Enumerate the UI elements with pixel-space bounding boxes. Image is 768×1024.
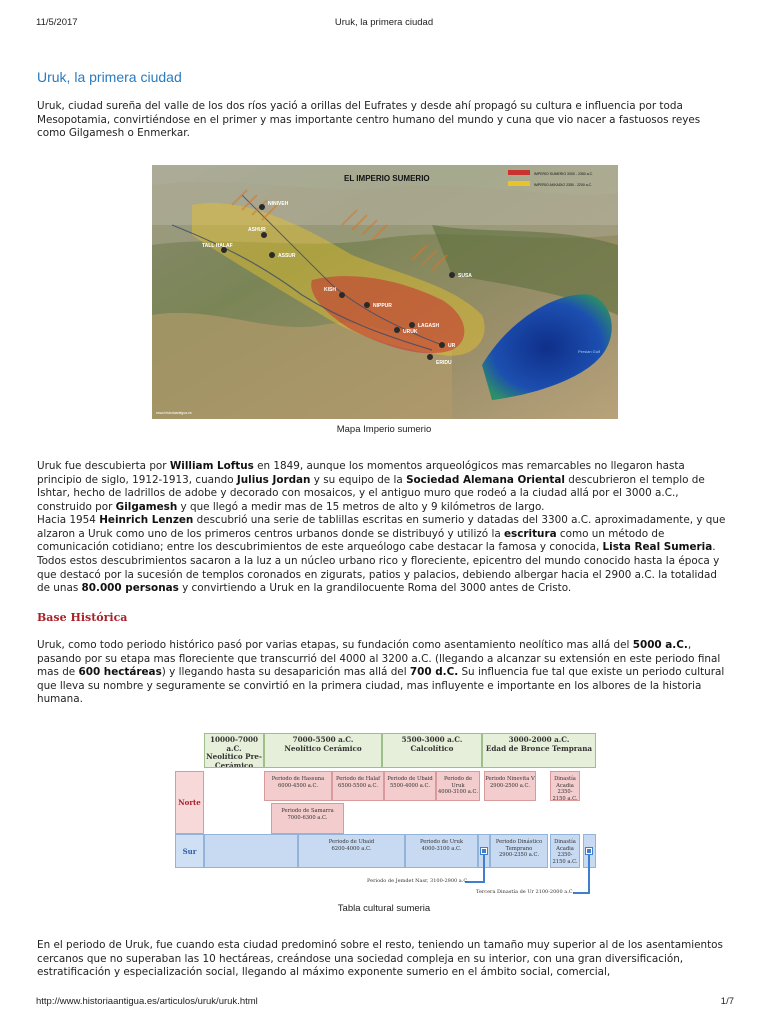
- print-title: Uruk, la primera ciudad: [334, 17, 434, 28]
- uruk-period-paragraph: En el periodo de Uruk, fue cuando esta ciudad predominó sobre el resto, teniendo un tamaño muy superior al de los asentamientos cercanos que no superaban las 10 hectáreas, creándose una sociedad compleja en su interior, con una gran diversificación, estratificación y especialización social, llegando al máximo exponente sumerio en el ámbito social, comercial,: [37, 939, 723, 978]
- period-cell: Periodo de Hassuna 6000-4500 a.C.: [264, 771, 332, 801]
- place-label: KISH: [324, 287, 336, 293]
- ur-note: Tercera Dinastía de Ur 2100-2000 a.C.: [476, 889, 575, 895]
- period-cell: Periodo de Uruk 4000-3100 a.C.: [436, 771, 480, 801]
- period-header: 5500-3000 a.C. Calcolítico: [382, 733, 482, 768]
- period-header: 10000-7000 a.C. Neolítico Pre-Cerámico: [204, 733, 264, 768]
- place-label: UR: [448, 343, 456, 349]
- place-label: NIPPUR: [373, 303, 392, 309]
- row-label-south: Sur: [175, 834, 204, 868]
- map-caption: Mapa Imperio sumerio: [336, 424, 432, 435]
- period-cell: Periodo Ninevita V 2900-2500 a.C.: [484, 771, 536, 801]
- page-title: Uruk, la primera ciudad: [37, 69, 182, 85]
- jemdet-leader-line: [483, 854, 485, 882]
- print-header: [0, 17, 768, 31]
- jemdet-note: Periodo de Jemdet Nasr, 3100-2900 a.C.: [367, 878, 469, 884]
- cultural-timeline-table: [175, 733, 600, 895]
- legend-swatch-sumerian: [508, 170, 530, 175]
- place-label: URUK: [403, 329, 418, 335]
- period-cell-empty: [204, 834, 298, 868]
- section-heading: Base Histórica: [37, 611, 128, 624]
- period-cell: Dinastía Acadia 2350-2150 a.C.: [550, 771, 580, 801]
- place-label: TALL HALAF: [202, 243, 233, 249]
- lenzen-paragraph: Hacia 1954 Heinrich Lenzen descubrió una serie de tablillas escritas en sumerio y datadas del 3300 a.C. aproximadamente, y que alzaron a Uruk como uno de los primeros centros urbanos donde se distribuyó y utilizó la escritura como un método de comunicación cotidiano; entre los descubrimientos de este arqueólogo cabe destacar la famosa y conocida, Lista Real Sumeria.: [37, 514, 726, 553]
- place-label: ASSUR: [278, 253, 296, 259]
- period-cell: Periodo de Ubaid 6200-4000 a.C.: [298, 834, 405, 868]
- period-cell: Dinastía Acadia 2350-2150 a.C.: [550, 834, 580, 868]
- ur-leader-line: [573, 892, 590, 894]
- period-cell: Periodo de Uruk 4000-3100 a.C.: [405, 834, 478, 868]
- legend-akkadian: IMPERIO AKKADIO 2350 - 2200 a.C.: [534, 183, 593, 187]
- period-cell: Periodo de Samarra 7000-6300 a.C.: [271, 803, 344, 834]
- period-header: 7000-5500 a.C. Neolítico Cerámico: [264, 733, 382, 768]
- page-number: 1/7: [720, 996, 734, 1007]
- legend-sumerian: IMPERIO SUMERIO 3300 - 2350 a.C.: [534, 172, 594, 176]
- sumerian-empire-map: [152, 165, 618, 419]
- intro-paragraph: Uruk, ciudad sureña del valle de los dos ríos yació a orillas del Eufrates y desde ahí propagó su cultura e influencia por toda Mesopotamia, convirtiéndose en el primer y mas importante centro humano del mundo y cuna que vio nacer a fastuosos reyes como Gilgamesh o Enmerkar.: [37, 100, 701, 139]
- place-label: SUSA: [458, 273, 472, 279]
- map-title: EL IMPERIO SUMERIO: [344, 174, 430, 183]
- place-label: ERIDU: [436, 360, 452, 366]
- gulf-label: Persian Gulf: [578, 349, 601, 354]
- table-caption: Tabla cultural sumeria: [337, 903, 431, 914]
- period-cell: Periodo de Ubaid 5500-4000 a.C.: [384, 771, 436, 801]
- history-paragraph: Uruk, como todo periodo histórico pasó por varias etapas, su fundación como asentamiento neolítico mas allá del 5000 a.C., pasando por su etapa mas floreciente que transcurrió del 4000 al 3200 a.C. (llegando a alcanzar su extensión en este periodo final mas de 600 hectáreas) y llegando hasta su desaparición mas allá del 700 d.C. Su influencia fue tal que existe un periodo cultural que lleva su nombre y seguramente se convirtió en la primera ciudad, mas influyente e importante en los albores de la historia humana.: [37, 639, 725, 705]
- place-label: LAGASH: [418, 323, 440, 329]
- period-header: 3000-2000 a.C. Edad de Bronce Temprana: [482, 733, 596, 768]
- discovery-paragraph: Uruk fue descubierta por William Loftus en 1849, aunque los momentos arqueológicos mas remarcables no llegaron hasta principio de siglo, 1912-1913, cuando Julius Jordan y su equipo de la Sociedad Alemana Oriental descubrieron el templo de Ishtar, hecho de ladrillos de adobe y decorado con mosaicos, y el antiguo muro que rodeó a la ciudad allá por el 3000 a.C., construido por Gilgamesh y que llegó a medir mas de 15 metros de alto y 9 kilómetros de largo.: [37, 460, 705, 513]
- print-footer: [0, 996, 768, 1010]
- place-label: ASHUR: [248, 227, 266, 233]
- row-label-north: Norte: [175, 771, 204, 834]
- place-label: NINIVEH: [268, 201, 289, 207]
- page-url: http://www.historiaantigua.es/articulos/uruk/uruk.html: [36, 996, 258, 1007]
- findings-paragraph: Todos estos descubrimientos sacaron a la luz a un núcleo urbano rico y floreciente, epicentro del mundo conocido hasta la época y que destacó por la sucesión de templos coronados en zigurats, patios y palacios, debiendo albergar hacia el 2900 a.C. la totalidad de unas 80.000 personas y convirtiendo a Uruk en la grandilocuente Roma del 3000 antes de Cristo.: [37, 555, 720, 594]
- print-date: 11/5/2017: [36, 17, 78, 28]
- period-cell: Periodo Dinástico Temprano 2900-2350 a.C.: [490, 834, 548, 868]
- period-cell: Periodo de Halaf 6500-5500 a.C.: [332, 771, 384, 801]
- ur-leader-line: [588, 854, 590, 893]
- map-credit: www.historiaantigua.es: [156, 411, 192, 415]
- legend-swatch-akkadian: [508, 181, 530, 186]
